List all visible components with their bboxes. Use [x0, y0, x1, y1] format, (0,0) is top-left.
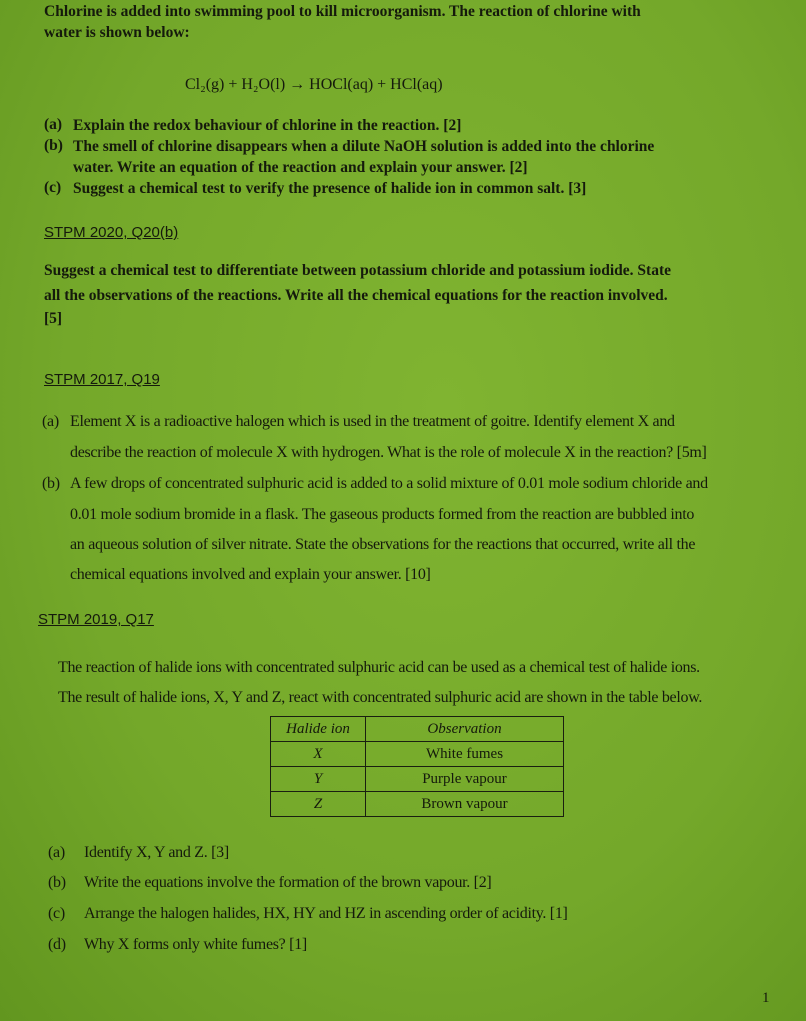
table-header-row	[271, 717, 564, 742]
table-cell: White fumes	[366, 742, 564, 767]
table-row	[271, 742, 564, 767]
q2019-part-c-label: (c)	[48, 905, 65, 922]
table-cell: Z	[271, 792, 366, 817]
table-cell: Y	[271, 767, 366, 792]
q2020-line-1: Suggest a chemical test to differentiate between potassium chloride and potassium iodide. State	[44, 262, 672, 279]
table-cell: X	[271, 742, 366, 767]
q2017-part-b-text-2: 0.01 mole sodium bromide in a flask. The gaseous products formed from the reaction are bubbled into	[70, 506, 695, 523]
q2017-part-b-text-4: chemical equations involved and explain your answer. [10]	[70, 566, 431, 583]
halide-observation-table	[270, 716, 564, 817]
q2020-line-3: [5]	[44, 310, 63, 327]
q2019-part-b-label: (b)	[48, 874, 66, 891]
page-number: 1	[762, 990, 770, 1006]
intro-part-a-text: Explain the redox behaviour of chlorine in the reaction. [2]	[73, 117, 462, 134]
intro-part-b-text: The smell of chlorine disappears when a dilute NaOH solution is added into the chlorine	[73, 138, 655, 155]
intro-part-b-label: (b)	[44, 137, 63, 154]
table-row	[271, 792, 564, 817]
section-heading-2019: STPM 2019, Q17	[38, 611, 154, 628]
q2019-part-a-label: (a)	[48, 844, 65, 861]
q2017-part-b-label: (b)	[42, 475, 60, 492]
intro-line-2: water is shown below:	[44, 24, 190, 41]
q2020-line-2: all the observations of the reactions. Write all the chemical equations for the reaction involved.	[44, 287, 668, 304]
intro-part-c-label: (c)	[44, 179, 62, 196]
intro-part-a-label: (a)	[44, 116, 63, 133]
table-cell: Purple vapour	[366, 767, 564, 792]
q2017-part-a-text-2: describe the reaction of molecule X with hydrogen. What is the role of molecule X in the reaction? [5m]	[70, 444, 707, 461]
table-header: Observation	[366, 717, 564, 742]
q2019-part-a-text: Identify X, Y and Z. [3]	[84, 844, 229, 861]
q2017-part-a-label: (a)	[42, 413, 59, 430]
q2017-part-a-text: Element X is a radioactive halogen which is used in the treatment of goitre. Identify element X and	[70, 413, 675, 430]
q2019-part-d-label: (d)	[48, 936, 66, 953]
intro-part-c-text: Suggest a chemical test to verify the presence of halide ion in common salt. [3]	[73, 180, 587, 197]
intro-part-b-text-2: water. Write an equation of the reaction and explain your answer. [2]	[73, 159, 528, 176]
table-row	[271, 767, 564, 792]
q2019-part-b-text: Write the equations involve the formation of the brown vapour. [2]	[84, 874, 492, 891]
q2017-part-b-text-3: an aqueous solution of silver nitrate. State the observations for the reactions that occurred, write all the	[70, 536, 696, 553]
q2017-part-b-text: A few drops of concentrated sulphuric acid is added to a solid mixture of 0.01 mole sodium chloride and	[70, 475, 708, 492]
section-heading-2017: STPM 2017, Q19	[44, 371, 160, 388]
chemical-equation: Cl₂(g) + H₂O(l) → HOCl(aq) + HCl(aq)	[185, 76, 443, 93]
q2019-part-d-text: Why X forms only white fumes? [1]	[84, 936, 307, 953]
q2019-part-c-text: Arrange the halogen halides, HX, HY and HZ in ascending order of acidity. [1]	[84, 905, 568, 922]
q2019-line-2: The result of halide ions, X, Y and Z, react with concentrated sulphuric acid are shown in the table below.	[58, 689, 703, 706]
table-cell: Brown vapour	[366, 792, 564, 817]
intro-line-1: Chlorine is added into swimming pool to kill microorganism. The reaction of chlorine with	[44, 3, 641, 20]
table-header: Halide ion	[271, 717, 366, 742]
q2019-line-1: The reaction of halide ions with concentrated sulphuric acid can be used as a chemical test of halide ions.	[58, 659, 700, 676]
section-heading-2020: STPM 2020, Q20(b)	[44, 224, 179, 241]
